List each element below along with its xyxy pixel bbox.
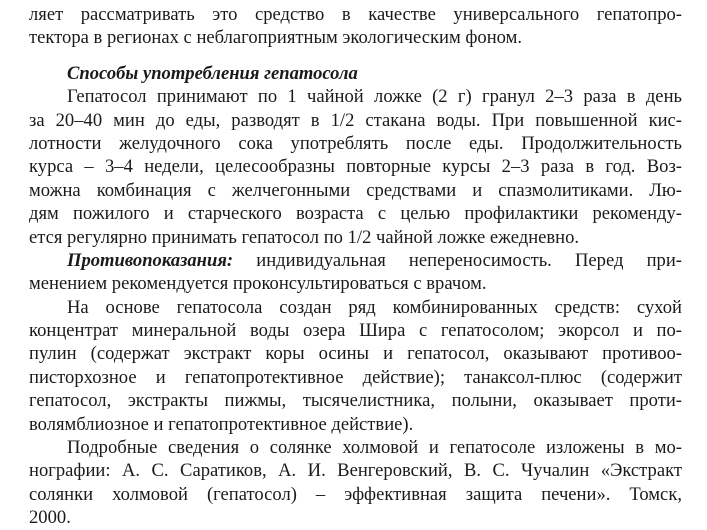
text-line: На основе гепатосола создан ряд комбинированных средств: сухой [67, 296, 682, 318]
text-line: дям пожилого и старческого возраста с целью профилактики рекоменду- [29, 203, 682, 225]
reference-paragraph [29, 436, 682, 530]
text-line: лотности желудочного сока употреблять после еды. Продолжительность [29, 132, 682, 154]
contraindications-label: Противопоказания: [67, 249, 234, 271]
text-line [29, 249, 682, 272]
text-line: ется регулярно принимать гепатосол по 1/2 чайной ложке ежедневно. [29, 226, 580, 248]
text-line: волямблиозное и гепатопротективное действие). [29, 413, 414, 435]
intro-paragraph [29, 3, 682, 50]
text-line: за 20–40 мин до еды, разводят в 1/2 стакана воды. При повышенной кис- [29, 109, 682, 131]
text-line: ляет рассматривать это средство в качестве универсального гепатопро- [29, 4, 682, 25]
combinations-paragraph [29, 296, 682, 436]
text-line: писторхозное и гепатопротективное действие); танаксол-плюс (содержит [29, 366, 682, 388]
section-heading: Способы употребления гепатосола [67, 62, 358, 84]
text-line: гепатосол, экстракты пижмы, тысячелистника, полыни, оказывает проти- [29, 390, 682, 412]
contraindications-paragraph [29, 249, 682, 296]
text-line: тектора в регионах с неблагоприятным экологическим фоном. [29, 27, 523, 49]
text-line: 2000. [29, 507, 71, 529]
text-line: Подробные сведения о солянке холмовой и гепатосоле изложены в мо- [67, 437, 682, 459]
section-usage [29, 62, 682, 530]
paragraph-gap [29, 50, 682, 62]
text-line: Гепатосол принимают по 1 чайной ложке (2 г) гранул 2–3 раза в день [67, 86, 682, 108]
usage-paragraph [29, 85, 682, 249]
text-line: концентрат минеральной воды озера Шира с гепатосолом; экорсол и по- [29, 320, 682, 342]
text-line: менением рекомендуется проконсультироваться с врачом. [29, 273, 487, 295]
document-page [29, 3, 682, 530]
text-line: можна комбинация с желчегонными средствами и спазмолитиками. Лю- [29, 179, 682, 201]
text-line: пулин (содержат экстракт коры осины и гепатосол, оказывают противоо- [29, 343, 682, 365]
text-line: солянки холмовой (гепатосол) – эффективная защита печени». Томск, [29, 483, 682, 505]
text-line: курса – 3–4 недели, целесообразны повторные курсы 2–3 раза в год. Воз- [29, 156, 682, 178]
text-line: нографии: А. С. Саратиков, А. И. Венгеровский, В. С. Чучалин «Экстракт [29, 460, 682, 482]
contraindications-text: индивидуальная непереносимость. Перед при- [233, 249, 682, 271]
